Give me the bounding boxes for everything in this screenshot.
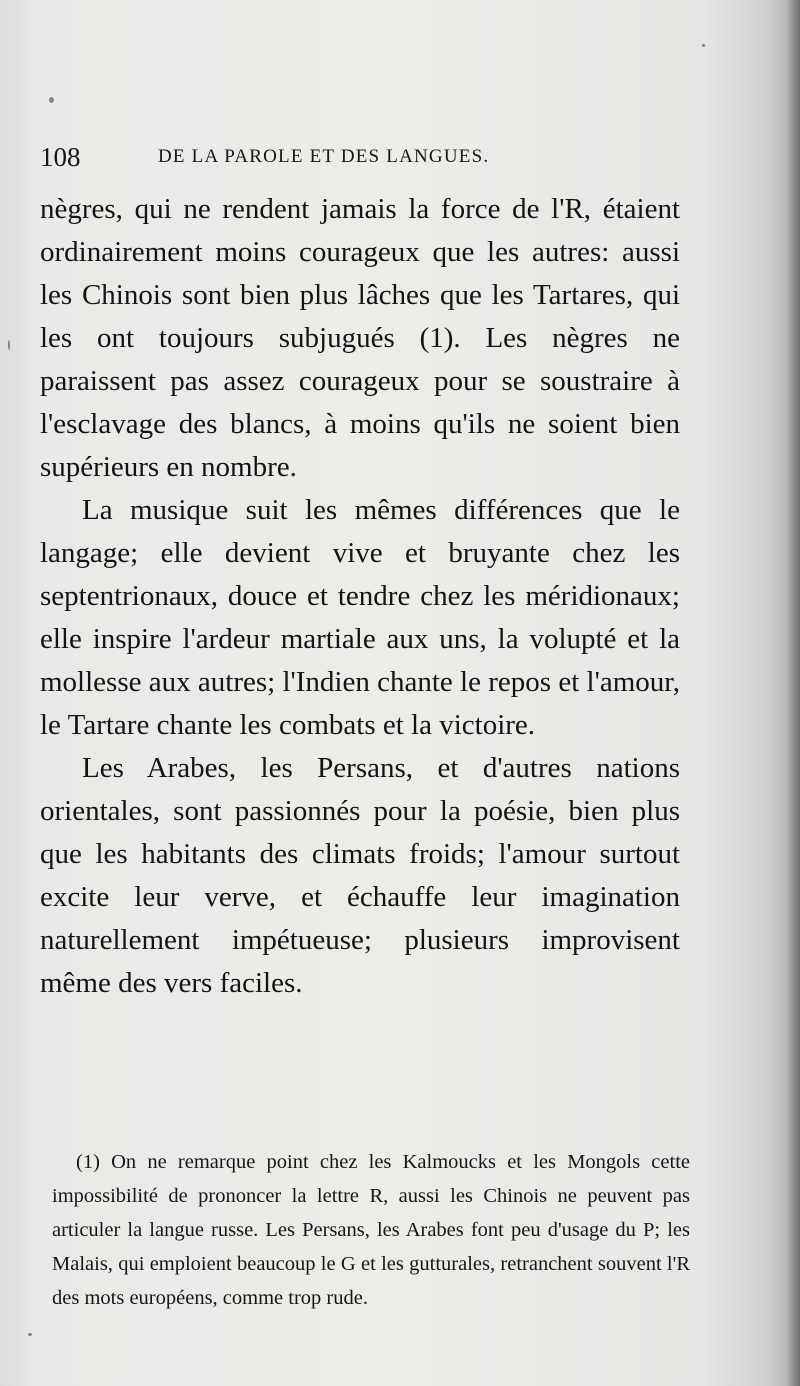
body-text bbox=[40, 188, 680, 1005]
page-edge-shadow bbox=[786, 0, 800, 1386]
paragraph-2: La musique suit les mêmes différences que le langage; elle devient vive et bruyante chez les septentrionaux, douce et tendre chez les méridionaux; elle inspire l'ardeur martiale aux uns, la volupté et la mollesse aux autres; l'Indien chante le repos et l'amour, le Tartare chante les combats et la victoire. bbox=[40, 494, 680, 741]
paper-speck bbox=[702, 44, 705, 47]
footnote: (1) On ne remarque point chez les Kalmoucks et les Mongols cette impossibilité de prononcer la lettre R, aussi les Chinois ne peuvent pas articuler la langue russe. Les Persans, les Arabes font peu d'usage du P; les Malais, qui emploient beaucoup le G et les gutturales, retranchent souvent l'R des mots européens, comme trop rude. bbox=[52, 1151, 690, 1309]
page-header bbox=[40, 142, 680, 174]
paragraph-3: Les Arabes, les Persans, et d'autres nations orientales, sont passionnés pour la poésie, bien plus que les habitants des climats froids; l'amour surtout excite leur verve, et échauffe leur imagination naturellement impétueuse; plusieurs improvisent même des vers faciles. bbox=[40, 752, 680, 999]
paper-speck bbox=[8, 340, 10, 350]
paragraph-1: nègres, qui ne rendent jamais la force de l'R, étaient ordinairement moins courageux que les autres: aussi les Chinois sont bien plus lâches que les Tartares, qui les ont toujours subjugués (1). Les nègres ne paraissent pas assez courageux pour se soustraire à l'esclavage des blancs, à moins qu'ils ne soient bien supérieurs en nombre. bbox=[40, 193, 680, 483]
page-number: 108 bbox=[40, 142, 81, 172]
paper-speck bbox=[49, 97, 54, 103]
running-head: DE LA PAROLE ET DES LANGUES. bbox=[158, 146, 490, 167]
paper-speck bbox=[28, 1333, 32, 1336]
